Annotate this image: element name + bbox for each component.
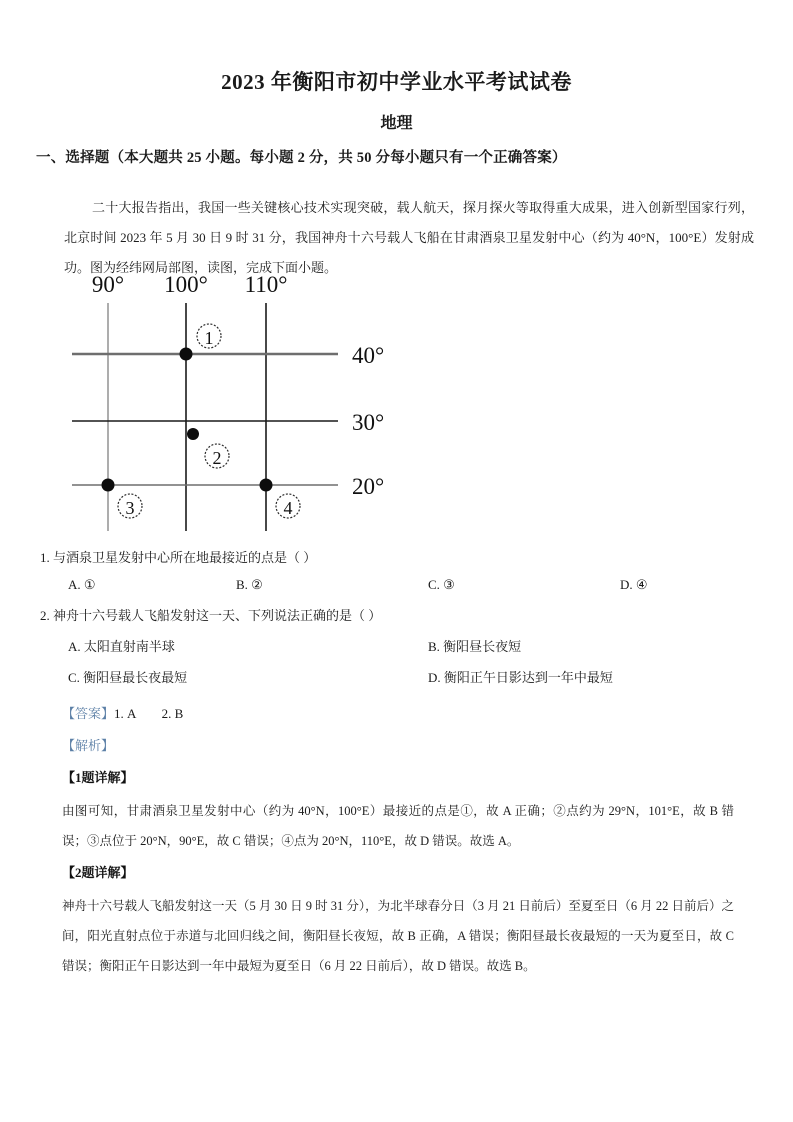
question-1-option-c[interactable] xyxy=(428,577,455,593)
option-text: 衡阳正午日影达到一年中最短 xyxy=(443,670,613,685)
option-text: 衡阳昼长夜短 xyxy=(443,639,522,654)
option-key: D. xyxy=(428,670,441,685)
detail-1-body: 由图可知，甘肃酒泉卫星发射中心（约为 40°N，100°E）最接近的点是①，故 A 正确；②点约为 29°N，101°E，故 B 错误；③点位于 20°N，90°E，故 C 错误；④点为 20°N，110°E，故 D 错误。故选 A。 xyxy=(62,804,734,848)
longitude-label-110: 110° xyxy=(244,272,288,297)
option-text: 太阳直射南半球 xyxy=(83,639,175,654)
option-text: ④ xyxy=(635,577,648,592)
analysis-tag: 【解析】 xyxy=(62,738,115,753)
option-key: B. xyxy=(428,639,440,654)
question-1-stem: 1. 与酒泉卫星发射中心所在地最接近的点是（ ） xyxy=(40,550,317,565)
point-4-dot xyxy=(260,479,273,492)
intro-paragraph: 二十大报告指出，我国一些关键核心技术实现突破，载人航天，探月探火等取得重大成果，进入创新型国家行列，北京时间 2023 年 5 月 30 日 9 时 31 分，我国神舟十六号载人飞船在甘肃酒泉卫星发射中心（约为 40°N，100°E）发射成功。图为经纬网局部图，读图，完成下面小题。 xyxy=(64,200,754,275)
question-2-option-c[interactable] xyxy=(68,667,187,686)
latitude-label-40: 40° xyxy=(352,343,385,368)
point-1-label xyxy=(197,324,221,348)
option-key: B. xyxy=(236,577,248,592)
option-key: C. xyxy=(68,670,80,685)
svg-text:3: 3 xyxy=(125,498,135,518)
latitude-label-20: 20° xyxy=(352,474,385,499)
question-1-option-a[interactable] xyxy=(68,577,96,593)
subject-title: 地理 xyxy=(380,115,413,132)
option-key: D. xyxy=(620,577,633,592)
point-4-label xyxy=(276,494,300,518)
question-1-option-d[interactable] xyxy=(620,577,648,593)
question-2-option-d[interactable] xyxy=(428,667,613,686)
svg-text:4: 4 xyxy=(283,498,293,518)
detail-2-body: 神舟十六号载人飞船发射这一天（5 月 30 日 9 时 31 分），为北半球春分日（3 月 21 日前后）至夏至日（6 月 22 日前后）之间，阳光直射点位于赤道与北回归线之间，衡阳昼长夜短，故 B 正确，A 错误；衡阳昼最长夜最短的一天为夏至日，故 C 错误；衡阳正午日影达到一年中最短为夏至日（6 月 22 日前后），故 D 错误。故选 B。 xyxy=(62,899,734,973)
question-1-option-b[interactable] xyxy=(236,577,263,593)
point-3-dot xyxy=(102,479,115,492)
analysis-line xyxy=(62,735,114,754)
answer-tag: 【答案】 xyxy=(62,706,115,721)
option-key: C. xyxy=(428,577,440,592)
svg-text:2: 2 xyxy=(212,448,222,468)
option-key: A. xyxy=(68,639,81,654)
answer-line xyxy=(62,703,183,722)
question-2-options-row-2 xyxy=(40,667,752,687)
question-1-options xyxy=(40,577,752,597)
answer-value: 1. A 2. B xyxy=(114,706,184,721)
question-2-option-b[interactable] xyxy=(428,636,521,655)
question-2-option-a[interactable] xyxy=(68,636,175,655)
latitude-label-30: 30° xyxy=(352,410,385,435)
longitude-label-100: 100° xyxy=(164,272,208,297)
point-2-label xyxy=(205,444,229,468)
longitude-label-90: 90° xyxy=(91,272,125,297)
point-3-label xyxy=(118,494,142,518)
option-text: ② xyxy=(251,577,263,592)
question-2-stem: 2. 神舟十六号载人飞船发射这一天、下列说法正确的是（ ） xyxy=(40,608,382,623)
point-1-dot xyxy=(180,348,193,361)
option-text: 衡阳昼最长夜最短 xyxy=(83,670,188,685)
detail-2-heading: 【2题详解】 xyxy=(62,865,134,880)
question-2-options-row-1 xyxy=(40,636,752,656)
option-key: A. xyxy=(68,577,81,592)
option-text: ① xyxy=(83,577,96,592)
option-text: ③ xyxy=(443,577,455,592)
point-2-dot xyxy=(187,428,199,440)
svg-text:1: 1 xyxy=(204,328,214,348)
page-title: 2023 年衡阳市初中学业水平考试试卷 xyxy=(221,70,572,94)
latitude-longitude-grid-figure xyxy=(40,266,460,538)
detail-1-heading: 【1题详解】 xyxy=(62,770,134,785)
section-heading: 一、选择题（本大题共 25 小题。每小题 2 分，共 50 分每小题只有一个正确答案） xyxy=(36,150,567,166)
